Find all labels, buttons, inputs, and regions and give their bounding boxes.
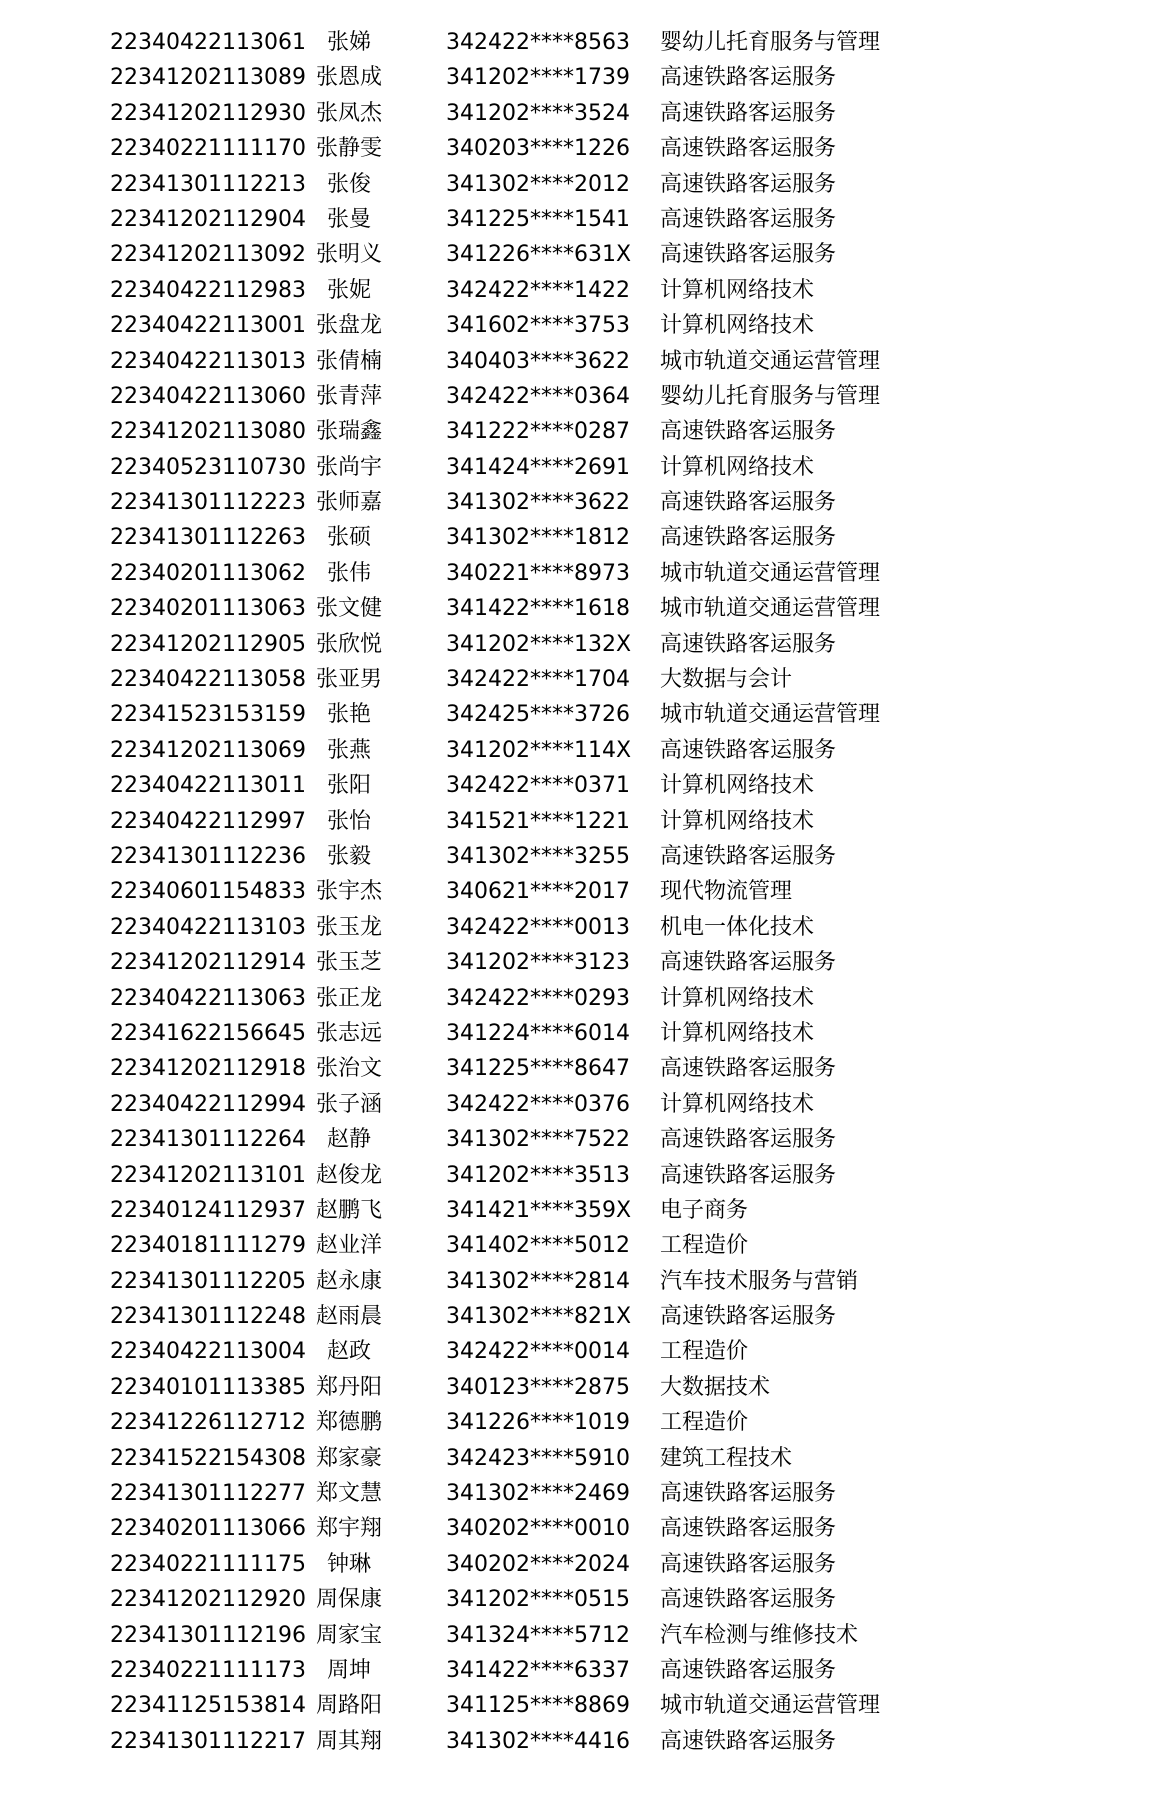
list-row [110,1159,1110,1194]
list-row [110,875,1110,910]
id-card-number: 341422****1618 [446,596,630,622]
list-row [110,1689,1110,1724]
student-name: 张正龙 [315,985,382,1011]
student-name: 赵业洋 [315,1233,382,1259]
major-name: 计算机网络技术 [660,277,815,303]
exam-number: 22341301112217 [110,1728,306,1754]
id-card-number: 341222****0287 [446,419,630,445]
id-card-number: 341202****1739 [446,65,630,91]
exam-number: 22340422113061 [110,30,306,55]
exam-number: 22341202113069 [110,737,306,763]
major-name: 计算机网络技术 [660,808,815,834]
exam-number: 22340422113001 [110,313,306,339]
student-name: 张燕 [326,737,371,763]
list-row [110,946,1110,981]
exam-number: 22340422113013 [110,348,306,374]
list-row [110,1583,1110,1618]
id-card-number: 341302****2814 [446,1268,630,1294]
exam-number: 22341301112223 [110,490,306,516]
exam-number: 22341301112196 [110,1622,306,1648]
student-name: 张师嘉 [315,490,382,516]
major-name: 高速铁路客运服务 [660,1481,837,1507]
id-card-number: 340202****0010 [446,1516,630,1542]
exam-number: 22340601154833 [110,879,306,905]
student-name: 张艳 [326,702,371,728]
exam-number: 22340422113058 [110,667,306,693]
major-name: 高速铁路客运服务 [660,737,837,763]
exam-number: 22340422113060 [110,383,306,409]
student-name: 张娣 [326,30,371,55]
exam-number: 22340221111175 [110,1551,306,1577]
exam-number: 22341301112213 [110,171,306,197]
student-name: 赵永康 [315,1268,382,1294]
exam-number: 22341202112904 [110,206,306,232]
id-card-number: 341226****631X [446,242,632,268]
student-name: 张凤杰 [315,100,382,126]
major-name: 高速铁路客运服务 [660,1304,837,1330]
id-card-number: 341302****821X [446,1304,632,1330]
id-card-number: 341224****6014 [446,1020,630,1046]
id-card-number: 341422****6337 [446,1657,630,1683]
list-row [110,274,1110,309]
major-name: 汽车技术服务与营销 [660,1268,859,1294]
student-name: 张恩成 [315,65,382,91]
exam-number: 22341301112236 [110,843,306,869]
exam-number: 22341202112920 [110,1587,306,1613]
major-name: 高速铁路客运服务 [660,843,837,869]
exam-number: 22340221111173 [110,1657,306,1683]
exam-number: 22340422113063 [110,985,306,1011]
id-card-number: 341302****3255 [446,843,630,869]
major-name: 计算机网络技术 [660,1091,815,1117]
major-name: 高速铁路客运服务 [660,65,837,91]
exam-number: 22341202112930 [110,100,306,126]
major-name: 工程造价 [660,1233,749,1259]
exam-number: 22340422113004 [110,1339,306,1365]
student-name: 张玉龙 [315,914,382,940]
id-card-number: 341602****3753 [446,313,630,339]
student-name: 周保康 [315,1587,382,1613]
major-name: 高速铁路客运服务 [660,1162,837,1188]
student-name: 张俊 [326,171,371,197]
exam-number: 22340221111170 [110,136,306,162]
id-card-number: 342422****1422 [446,277,630,303]
major-name: 城市轨道交通运营管理 [660,1693,881,1719]
id-card-number: 341202****3123 [446,950,630,976]
list-row [110,61,1110,96]
major-name: 高速铁路客运服务 [660,1657,837,1683]
list-row [110,132,1110,167]
list-row [110,592,1110,627]
exam-number: 22340422112983 [110,277,306,303]
list-row [110,698,1110,733]
major-name: 机电一体化技术 [660,914,815,940]
id-card-number: 341202****132X [446,631,632,657]
exam-number: 22341202113092 [110,242,306,268]
student-name: 周坤 [326,1657,371,1683]
list-row [110,1725,1110,1760]
id-card-number: 341202****114X [446,737,632,763]
major-name: 高速铁路客运服务 [660,1551,837,1577]
exam-number: 22341522154308 [110,1445,306,1471]
major-name: 高速铁路客运服务 [660,525,837,551]
student-name: 张妮 [326,277,371,303]
list-row [110,345,1110,380]
exam-number: 22340422113103 [110,914,306,940]
exam-number: 22341301112264 [110,1127,306,1153]
student-name: 张宇杰 [315,879,382,905]
major-name: 城市轨道交通运营管理 [660,348,881,374]
exam-number: 22341301112263 [110,525,306,551]
list-row [110,1265,1110,1300]
student-name: 张子涵 [315,1091,382,1117]
list-row [110,203,1110,238]
major-name: 高速铁路客运服务 [660,1127,837,1153]
list-row [110,1088,1110,1123]
exam-number: 22340201113062 [110,560,306,586]
student-name: 张玉芝 [315,950,382,976]
list-row [110,628,1110,663]
id-card-number: 340621****2017 [446,879,630,905]
id-card-number: 342422****0364 [446,383,630,409]
list-row [110,1477,1110,1512]
student-name: 张曼 [326,206,371,232]
id-card-number: 342425****3726 [446,702,630,728]
list-row [110,1548,1110,1583]
id-card-number: 342423****5910 [446,1445,630,1471]
student-name: 赵静 [326,1127,371,1153]
major-name: 计算机网络技术 [660,313,815,339]
student-name: 周其翔 [315,1728,382,1754]
major-name: 高速铁路客运服务 [660,206,837,232]
id-card-number: 341421****359X [446,1197,632,1223]
exam-number: 22340523110730 [110,454,306,480]
exam-number: 22340422112994 [110,1091,306,1117]
exam-number: 22340201113066 [110,1516,306,1542]
id-card-number: 341302****1812 [446,525,630,551]
list-row [110,1654,1110,1689]
student-name: 张文健 [315,596,382,622]
student-name: 张尚宇 [315,454,382,480]
id-card-number: 341302****2012 [446,171,630,197]
student-name: 赵政 [326,1339,371,1365]
major-name: 高速铁路客运服务 [660,1516,837,1542]
id-card-number: 341202****3524 [446,100,630,126]
id-card-number: 341324****5712 [446,1622,630,1648]
exam-number: 22341523153159 [110,702,306,728]
id-card-number: 342422****8563 [446,30,630,55]
student-name: 张明义 [315,242,382,268]
id-card-number: 341302****4416 [446,1728,630,1754]
list-row [110,911,1110,946]
student-name: 张硕 [326,525,371,551]
major-name: 高速铁路客运服务 [660,1587,837,1613]
exam-number: 22340101113385 [110,1374,306,1400]
major-name: 高速铁路客运服务 [660,419,837,445]
exam-number: 22340124112937 [110,1197,306,1223]
list-row [110,380,1110,415]
major-name: 高速铁路客运服务 [660,136,837,162]
major-name: 高速铁路客运服务 [660,631,837,657]
id-card-number: 341302****3622 [446,490,630,516]
id-card-number: 341202****0515 [446,1587,630,1613]
student-name: 张静雯 [315,136,382,162]
major-name: 婴幼儿托育服务与管理 [660,383,881,409]
list-row [110,1442,1110,1477]
id-card-number: 342422****1704 [446,667,630,693]
list-row [110,1017,1110,1052]
list-row [110,415,1110,450]
major-name: 工程造价 [660,1339,749,1365]
list-row [110,663,1110,698]
student-name: 周路阳 [315,1693,382,1719]
list-row [110,1229,1110,1264]
exam-number: 22341125153814 [110,1693,306,1719]
list-row [110,309,1110,344]
list-row [110,26,1110,61]
list-row [110,486,1110,521]
student-list [110,26,1110,1760]
major-name: 工程造价 [660,1410,749,1436]
student-name: 赵鹏飞 [315,1197,382,1223]
exam-number: 22341226112712 [110,1410,306,1436]
major-name: 高速铁路客运服务 [660,1056,837,1082]
id-card-number: 340123****2875 [446,1374,630,1400]
major-name: 计算机网络技术 [660,985,815,1011]
major-name: 高速铁路客运服务 [660,950,837,976]
major-name: 建筑工程技术 [660,1445,793,1471]
major-name: 大数据技术 [660,1374,771,1400]
id-card-number: 341225****8647 [446,1056,630,1082]
id-card-number: 340202****2024 [446,1551,630,1577]
list-row [110,557,1110,592]
id-card-number: 340221****8973 [446,560,630,586]
list-row [110,1300,1110,1335]
major-name: 计算机网络技术 [660,773,815,799]
major-name: 现代物流管理 [660,879,793,905]
list-row [110,805,1110,840]
student-name: 郑文慧 [315,1481,382,1507]
student-name: 张亚男 [315,667,382,693]
id-card-number: 341424****2691 [446,454,630,480]
major-name: 电子商务 [660,1197,749,1223]
student-name: 张治文 [315,1056,382,1082]
list-row [110,1619,1110,1654]
major-name: 城市轨道交通运营管理 [660,596,881,622]
major-name: 城市轨道交通运营管理 [660,702,881,728]
list-row [110,168,1110,203]
student-name: 张盘龙 [315,313,382,339]
id-card-number: 342422****0293 [446,985,630,1011]
major-name: 高速铁路客运服务 [660,490,837,516]
major-name: 汽车检测与维修技术 [660,1622,859,1648]
student-name: 赵雨晨 [315,1304,382,1330]
exam-number: 22341301112277 [110,1481,306,1507]
student-name: 郑丹阳 [315,1374,382,1400]
exam-number: 22340201113063 [110,596,306,622]
list-row [110,1371,1110,1406]
student-name: 郑德鹏 [315,1410,382,1436]
major-name: 高速铁路客运服务 [660,242,837,268]
major-name: 计算机网络技术 [660,454,815,480]
id-card-number: 341302****7522 [446,1127,630,1153]
major-name: 城市轨道交通运营管理 [660,560,881,586]
exam-number: 22341301112205 [110,1268,306,1294]
exam-number: 22341202113101 [110,1162,306,1188]
list-row [110,840,1110,875]
id-card-number: 340203****1226 [446,136,630,162]
id-card-number: 340403****3622 [446,348,630,374]
major-name: 计算机网络技术 [660,1020,815,1046]
list-row [110,97,1110,132]
major-name: 高速铁路客运服务 [660,1728,837,1754]
student-name: 赵俊龙 [315,1162,382,1188]
id-card-number: 342422****0013 [446,914,630,940]
student-name: 张怡 [326,808,371,834]
exam-number: 22341301112248 [110,1304,306,1330]
id-card-number: 342422****0371 [446,773,630,799]
student-name: 张欣悦 [315,631,382,657]
exam-number: 22341622156645 [110,1020,306,1046]
exam-number: 22341202112918 [110,1056,306,1082]
list-row [110,238,1110,273]
id-card-number: 341402****5012 [446,1233,630,1259]
student-name: 张伟 [326,560,371,586]
list-row [110,1512,1110,1547]
list-row [110,734,1110,769]
list-row [110,521,1110,556]
id-card-number: 342422****0014 [446,1339,630,1365]
exam-number: 22341202112905 [110,631,306,657]
exam-number: 22340181111279 [110,1233,306,1259]
student-name: 张志远 [315,1020,382,1046]
id-card-number: 341125****8869 [446,1693,630,1719]
id-card-number: 341202****3513 [446,1162,630,1188]
id-card-number: 341225****1541 [446,206,630,232]
major-name: 高速铁路客运服务 [660,171,837,197]
student-name: 张青萍 [315,383,382,409]
list-row [110,982,1110,1017]
id-card-number: 341302****2469 [446,1481,630,1507]
list-row [110,1335,1110,1370]
id-card-number: 342422****0376 [446,1091,630,1117]
student-name: 张瑞鑫 [315,419,382,445]
major-name: 大数据与会计 [660,667,793,693]
student-name: 张倩楠 [315,348,382,374]
list-row [110,451,1110,486]
id-card-number: 341226****1019 [446,1410,630,1436]
student-name: 郑家豪 [315,1445,382,1471]
list-row [110,1123,1110,1158]
student-name: 张毅 [326,843,371,869]
exam-number: 22341202113089 [110,65,306,91]
exam-number: 22341202113080 [110,419,306,445]
exam-number: 22340422112997 [110,808,306,834]
student-name: 郑宇翔 [315,1516,382,1542]
student-name: 周家宝 [315,1622,382,1648]
list-row [110,1052,1110,1087]
list-row [110,1194,1110,1229]
id-card-number: 341521****1221 [446,808,630,834]
list-row [110,769,1110,804]
student-name: 张阳 [326,773,371,799]
major-name: 高速铁路客运服务 [660,100,837,126]
exam-number: 22340422113011 [110,773,306,799]
exam-number: 22341202112914 [110,950,306,976]
list-row [110,1406,1110,1441]
major-name: 婴幼儿托育服务与管理 [660,30,881,55]
student-name: 钟琳 [326,1551,371,1577]
